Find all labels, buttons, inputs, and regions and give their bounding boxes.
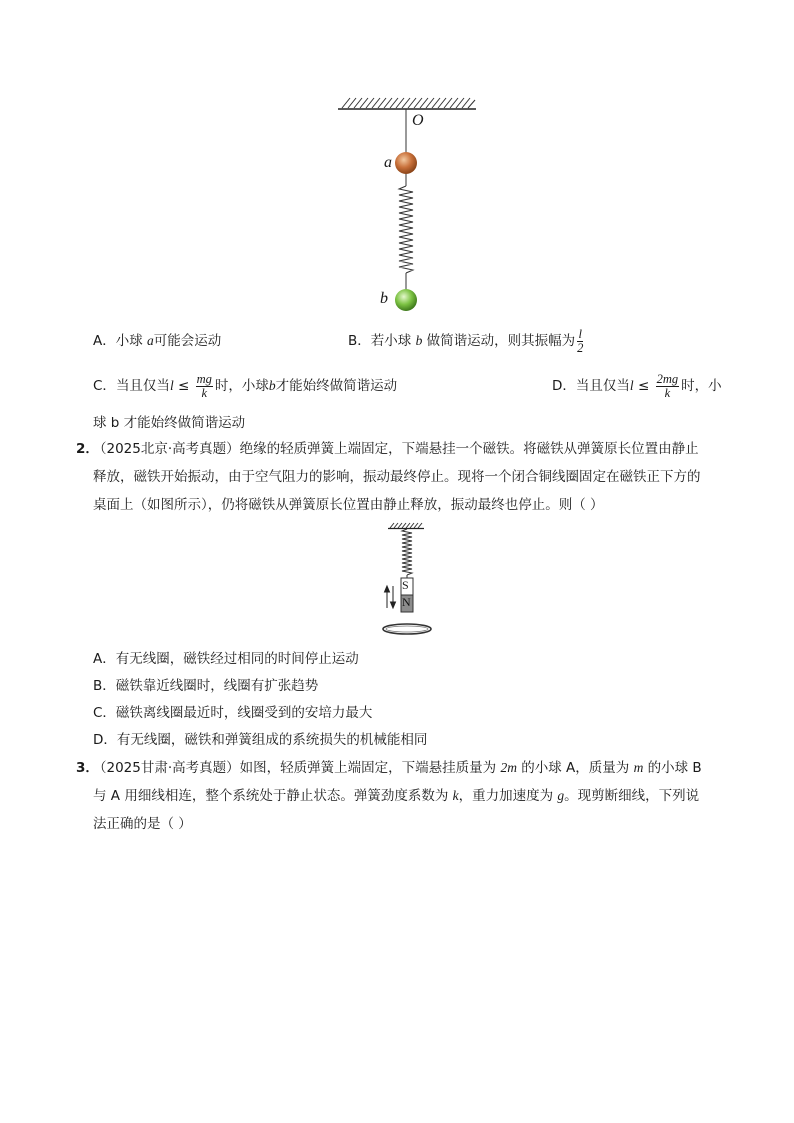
ceiling-hatch-lines xyxy=(342,98,475,108)
q2-stem-line1: （2025北京·高考真题）绝缘的轻质弹簧上端固定，下端悬挂一个磁铁。将磁铁从弹簧原长位置由静止 xyxy=(93,441,699,457)
spring-balls-svg xyxy=(330,90,490,320)
ball-b xyxy=(395,289,417,311)
magnet-label-n: N xyxy=(402,595,411,609)
ball-a xyxy=(395,152,417,174)
q1-option-b: B．若小球 b 做简谐运动，则其振幅为 $\frac{l}{2}$ xyxy=(348,326,584,355)
q2-option-b: B．磁铁靠近线圈时，线圈有扩张趋势 xyxy=(93,678,319,694)
copper-coil xyxy=(383,624,431,634)
q2-option-d: D．有无线圈，磁铁和弹簧组成的系统损失的机械能相同 xyxy=(93,732,428,748)
support-hatch xyxy=(390,523,422,528)
label-b: b xyxy=(380,290,388,307)
fraction-2mg-over-k: $\frac{2mg}{k}$ xyxy=(656,371,679,400)
fraction-l-over-2: $\frac{l}{2}$ xyxy=(577,326,584,355)
figure-spring-balls xyxy=(330,90,490,320)
spring-coil-2 xyxy=(402,529,412,575)
q1-option-d-line2: 球 b 才能始终做简谐运动 xyxy=(93,415,246,431)
magnet-label-s: S xyxy=(402,578,409,592)
motion-arrows xyxy=(385,586,396,608)
label-O: O xyxy=(412,112,424,129)
label-a: a xyxy=(384,154,392,171)
q3-number: 3． xyxy=(76,760,99,776)
q3-stem-line3: 法正确的是（ ） xyxy=(93,816,192,832)
q2-stem-line2: 释放，磁铁开始振动，由于空气阻力的影响，振动最终停止。现将一个闭合铜线圈固定在磁铁正下方的 xyxy=(93,469,701,485)
q2-number: 2． xyxy=(76,441,99,457)
q2-option-c: C．磁铁离线圈最近时，线圈受到的安培力最大 xyxy=(93,705,373,721)
fraction-mg-over-k: $\frac{mg}{k}$ xyxy=(196,371,212,400)
q3-stem-line2: 与 A 用细线相连，整个系统处于静止状态。弹簧劲度系数为 k，重力加速度为 g。现剪断细线，下列说 xyxy=(93,788,700,804)
q3-stem-line1: （2025甘肃·高考真题）如图，轻质弹簧上端固定，下端悬挂质量为 2m 的小球 A，质量为 m 的小球 B xyxy=(93,760,702,776)
q1-option-d: D．当且仅当l ≤ $\frac{2mg}{k}$ 时，小 xyxy=(552,371,722,400)
spring-coil xyxy=(399,186,413,273)
q2-stem-line3: 桌面上（如图所示），仍将磁铁从弹簧原长位置由静止释放，振动最终也停止。则（ ） xyxy=(93,497,604,513)
q1-option-c: C．当且仅当l ≤ $\frac{mg}{k}$ 时，小球b才能始终做简谐运动 xyxy=(93,371,398,400)
q1-option-a: A．小球 a可能会运动 xyxy=(93,333,222,349)
q2-option-a: A．有无线圈，磁铁经过相同的时间停止运动 xyxy=(93,651,359,667)
